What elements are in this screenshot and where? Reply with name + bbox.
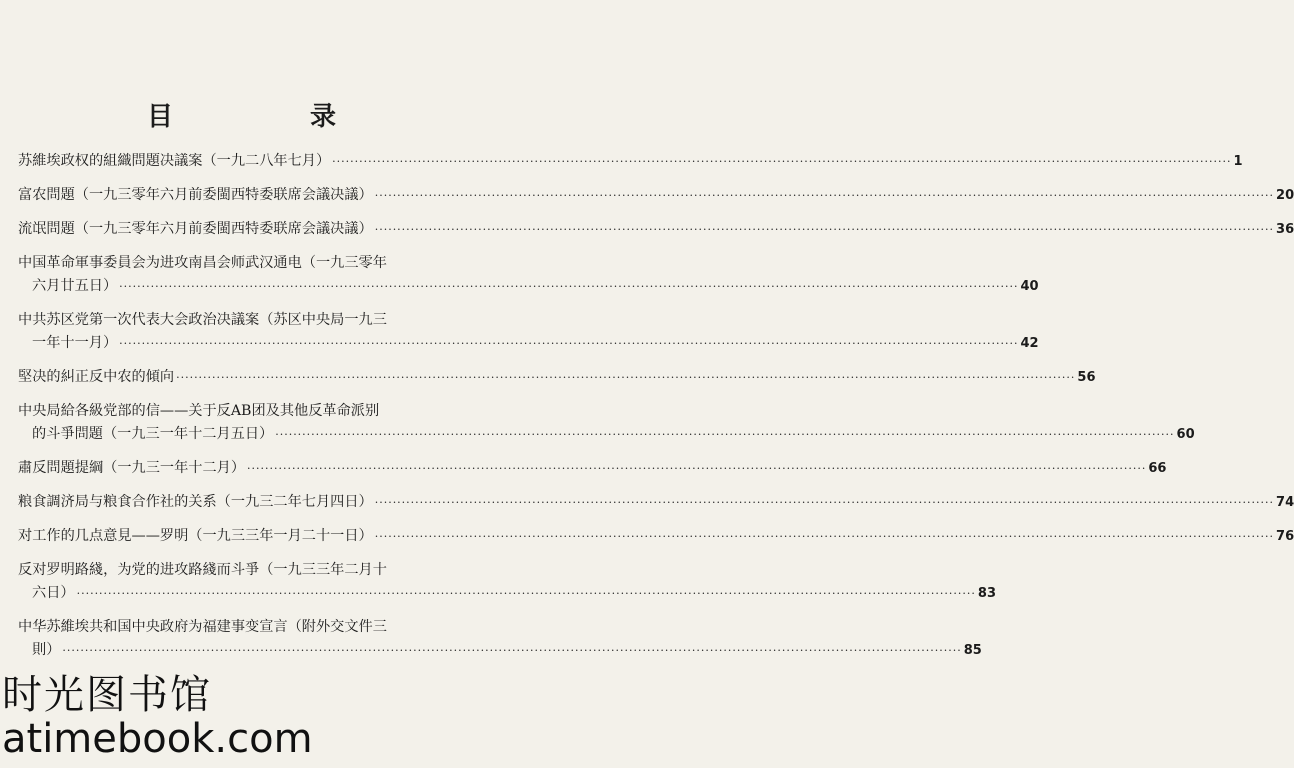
toc-entry-title: 六月廿五日） <box>32 278 118 294</box>
toc-entry-title: 中央局給各級党部的信——关于反AB团及其他反革命派别 <box>18 403 380 419</box>
leader-dots: ········································································································································································································ <box>374 189 1275 202</box>
toc-page-number: 36 <box>1276 222 1294 237</box>
leader-dots: ········································································································································································································ <box>76 587 976 600</box>
toc-page-number: 42 <box>1020 336 1039 351</box>
toc-page-number: 74 <box>1276 495 1294 510</box>
toc-entry-title: 肅反問題提綱（一九三一年十二月） <box>18 460 246 476</box>
leader-dots: ········································································································································································································ <box>332 155 1232 168</box>
leader-dots: ········································································································································································································ <box>119 337 1019 350</box>
leader-dots: ········································································································································································································ <box>374 496 1275 509</box>
leader-dots: ········································································································································································································ <box>62 644 962 657</box>
toc-entry-title: 苏維埃政权的組織問題决議案（一九二八年七月） <box>18 153 331 169</box>
toc-page-number: 56 <box>1077 370 1096 385</box>
toc-entry-title: 中共苏区党第一次代表大会政治决議案（苏区中央局一九三 <box>18 312 387 328</box>
toc-entry[interactable] <box>18 184 1294 207</box>
toc-entry-title: 粮食調济局与粮食合作社的关系（一九三二年七月四日） <box>18 494 373 510</box>
leader-dots: ········································································································································································································ <box>374 530 1275 543</box>
toc-entry-title: 中华苏維埃共和国中央政府为福建事变宣言（附外交文件三 <box>18 619 387 635</box>
toc-entry[interactable] <box>18 525 1294 548</box>
leader-dots: ········································································································································································································ <box>247 462 1147 475</box>
toc-entry-title: 堅决的糾正反中农的傾向 <box>18 369 175 385</box>
table-of-contents <box>18 150 1294 673</box>
toc-entry[interactable] <box>18 400 1195 446</box>
page-title: 目 录 <box>146 102 401 132</box>
toc-page-number: 85 <box>963 643 982 658</box>
watermark-text-cn: 时光图书馆 <box>2 672 212 718</box>
toc-entry-title: 反对罗明路綫，为党的进攻路綫而斗爭（一九三三年二月十 <box>18 562 387 578</box>
toc-entry[interactable] <box>18 366 1096 389</box>
toc-entry-title: 一年十一月） <box>32 335 118 351</box>
toc-entry-title: 六日） <box>32 585 75 601</box>
toc-entry-title: 則） <box>32 642 61 658</box>
toc-entry-title: 富农問題（一九三零年六月前委閩西特委联席会議决議） <box>18 187 373 203</box>
toc-entry[interactable] <box>18 218 1294 241</box>
toc-entry[interactable] <box>18 252 1039 298</box>
toc-entry[interactable] <box>18 616 982 662</box>
toc-entry-title: 的斗爭問題（一九三一年十二月五日） <box>32 426 274 442</box>
toc-page-number: 66 <box>1148 461 1167 476</box>
toc-entry[interactable] <box>18 309 1039 355</box>
toc-entry[interactable] <box>18 150 1243 173</box>
toc-page-number: 1 <box>1233 154 1243 169</box>
toc-page-number: 76 <box>1276 529 1294 544</box>
toc-page-number: 40 <box>1020 279 1039 294</box>
toc-entry-title: 流氓問題（一九三零年六月前委閩西特委联席会議决議） <box>18 221 373 237</box>
toc-page-number: 60 <box>1176 427 1195 442</box>
toc-entry[interactable] <box>18 457 1167 480</box>
toc-page-number: 20 <box>1276 188 1294 203</box>
leader-dots: ········································································································································································································ <box>176 371 1076 384</box>
leader-dots: ········································································································································································································ <box>374 223 1275 236</box>
toc-entry[interactable] <box>18 491 1294 514</box>
toc-entry[interactable] <box>18 559 996 605</box>
leader-dots: ········································································································································································································ <box>275 428 1175 441</box>
toc-page-number: 83 <box>977 586 996 601</box>
watermark-text-url: atimebook.com <box>2 716 313 762</box>
toc-entry-title: 对工作的几点意見——罗明（一九三三年一月二十一日） <box>18 528 373 544</box>
leader-dots: ········································································································································································································ <box>119 280 1019 293</box>
toc-entry-title: 中国革命軍事委員会为进攻南昌会师武汉通电（一九三零年 <box>18 255 387 271</box>
